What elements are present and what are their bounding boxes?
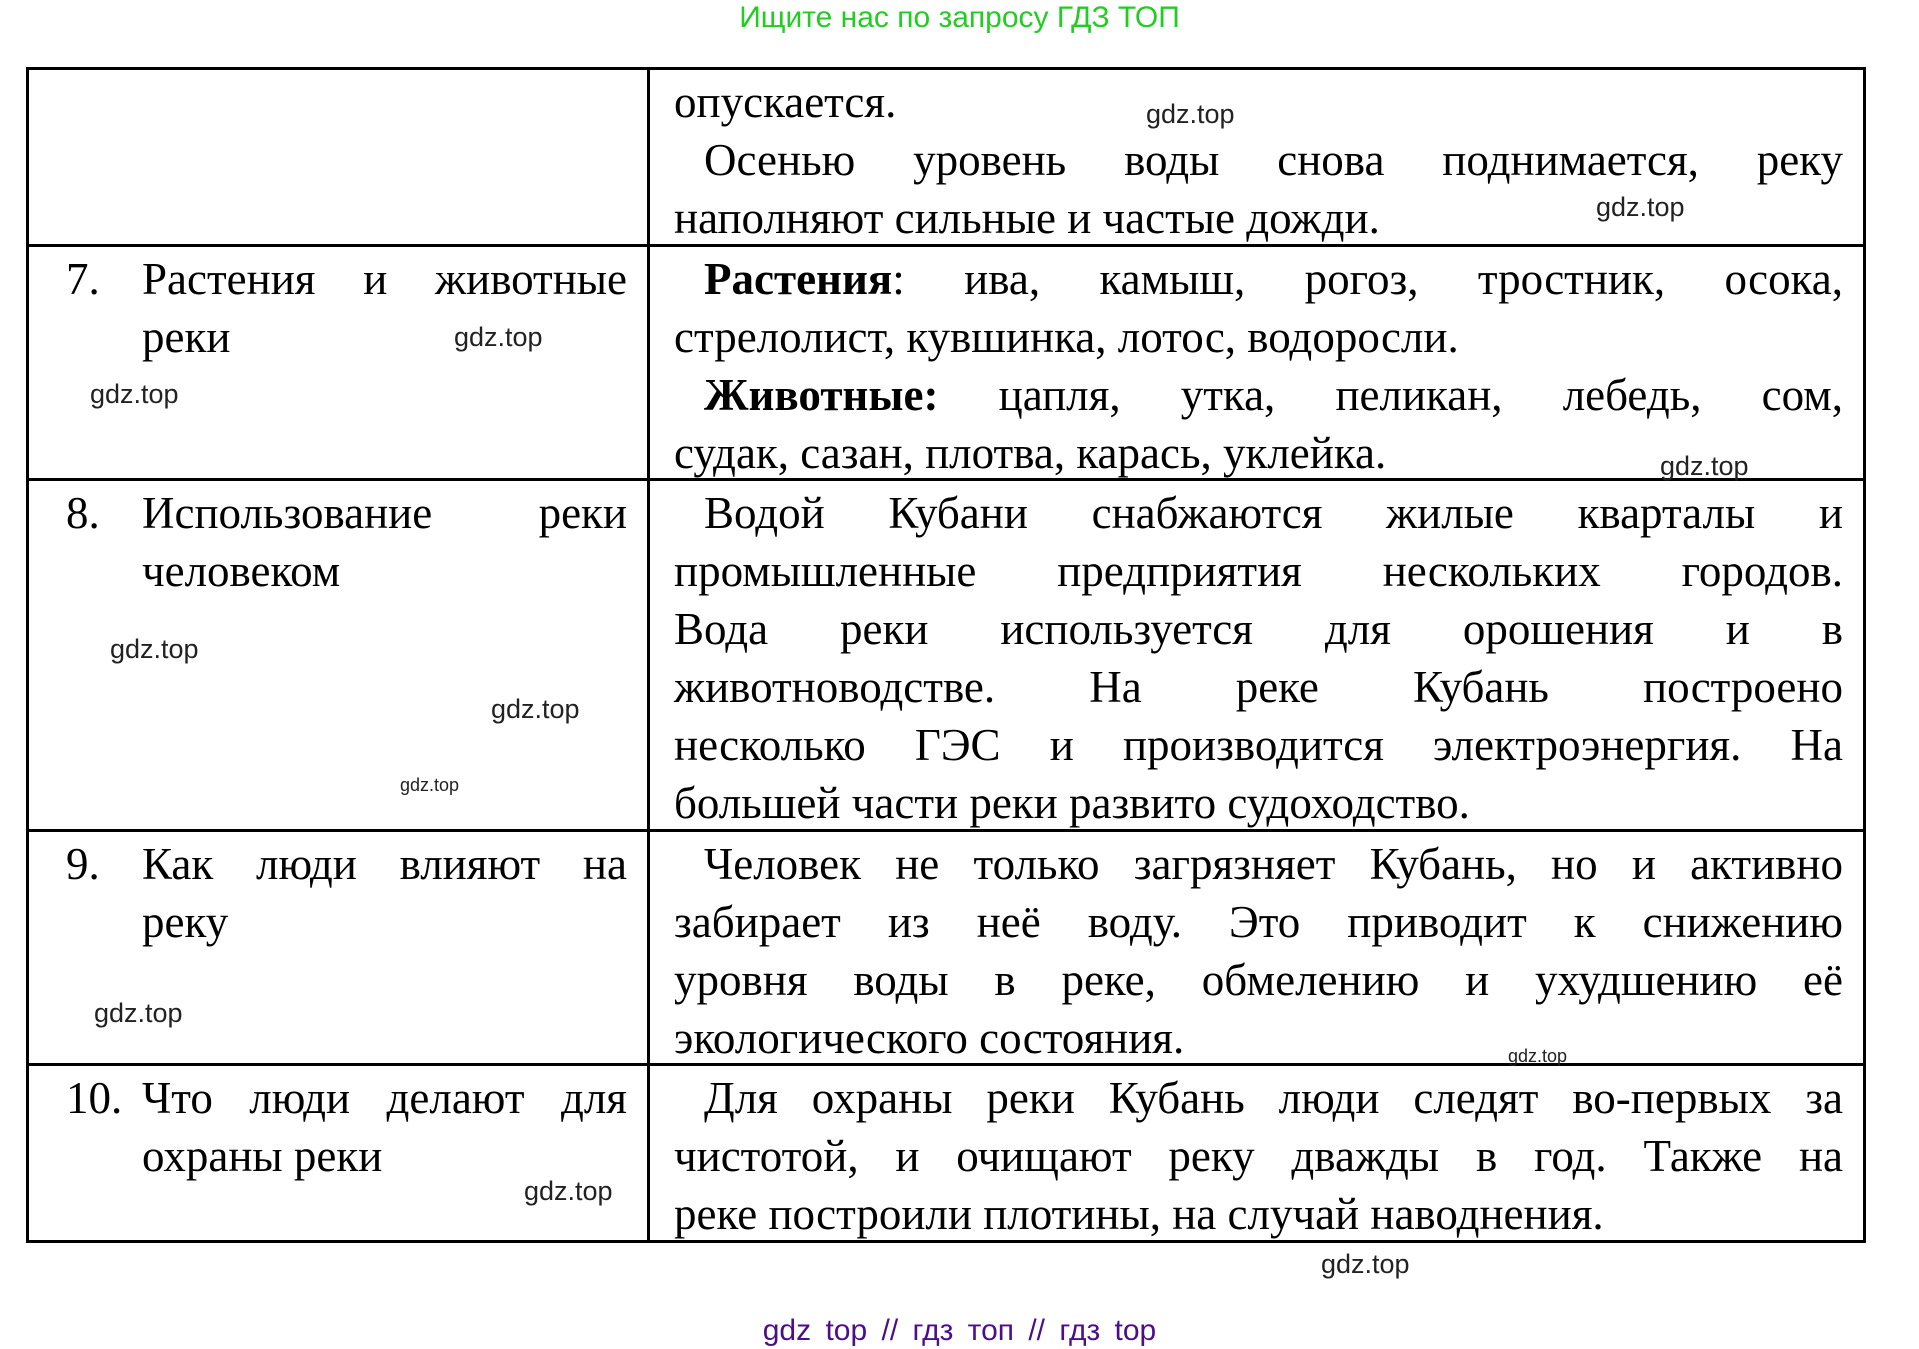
answer-line: Животные: цапля, утка, пеликан, лебедь, сом, bbox=[704, 370, 1843, 420]
answer-line: забирает из неё воду. Это приводит к снижению bbox=[674, 897, 1843, 947]
table-row bbox=[29, 478, 1863, 829]
watermark: gdz.top bbox=[491, 694, 580, 724]
answer-line: несколько ГЭС и производится электроэнергия. На bbox=[674, 720, 1843, 770]
answer-line: уровня воды в реке, обмелению и ухудшению её bbox=[674, 955, 1843, 1005]
answer-line: Водой Кубани снабжаются жилые кварталы и bbox=[704, 488, 1843, 538]
question-line: охраны реки bbox=[142, 1131, 383, 1181]
question-line: реки bbox=[142, 312, 231, 362]
watermark: gdz.top bbox=[400, 775, 460, 795]
question-number: 8. bbox=[66, 488, 100, 538]
answer-cell bbox=[650, 1066, 1863, 1240]
answer-line: наполняют сильные и частые дожди. bbox=[674, 193, 1380, 243]
answer-line: Осенью уровень воды снова поднимается, реку bbox=[704, 135, 1843, 185]
answer-line: Человек не только загрязняет Кубань, но и активно bbox=[704, 839, 1843, 889]
question-cell bbox=[29, 832, 650, 1063]
watermark: gdz.top bbox=[90, 379, 179, 409]
question-line: человеком bbox=[142, 546, 341, 596]
question-line: Что люди делают для bbox=[142, 1073, 627, 1123]
bold-term: Растения bbox=[704, 254, 893, 304]
question-line: Как люди влияют на bbox=[142, 839, 627, 889]
watermark: gdz.top bbox=[1508, 1046, 1568, 1066]
table-row bbox=[29, 829, 1863, 1063]
answer-line: стрелолист, кувшинка, лотос, водоросли. bbox=[674, 312, 1459, 362]
bold-term: Животные: bbox=[704, 370, 939, 420]
question-cell bbox=[29, 247, 650, 478]
answer-line: судак, сазан, плотва, карась, уклейка. bbox=[674, 428, 1387, 478]
question-number: 10. bbox=[66, 1073, 123, 1123]
watermark: gdz.top bbox=[1146, 99, 1235, 129]
question-line: Использование реки bbox=[142, 488, 627, 538]
question-number: 9. bbox=[66, 839, 100, 889]
answer-line: опускается. bbox=[674, 77, 897, 127]
answer-line: Растения: ива, камыш, рогоз, тростник, осока, bbox=[704, 254, 1843, 304]
answer-table bbox=[26, 67, 1866, 1243]
footer-links: gdz top // гдз топ // гдз top bbox=[762, 1314, 1157, 1347]
answer-cell bbox=[650, 247, 1863, 478]
answer-line: экологического состояния. bbox=[674, 1013, 1185, 1063]
question-line: Растения и животные bbox=[142, 254, 627, 304]
answer-line: промышленные предприятия нескольких городов. bbox=[674, 546, 1843, 596]
answer-line: животноводстве. На реке Кубань построено bbox=[674, 662, 1843, 712]
question-cell bbox=[29, 70, 650, 244]
watermark: gdz.top bbox=[524, 1176, 613, 1206]
answer-cell bbox=[650, 832, 1863, 1063]
answer-line: реке построили плотины, на случай наводнения. bbox=[674, 1189, 1604, 1239]
answer-line: Для охраны реки Кубань люди следят во-первых за bbox=[704, 1073, 1843, 1123]
question-number: 7. bbox=[66, 254, 100, 304]
table-row bbox=[29, 244, 1863, 478]
search-hint-banner: Ищите нас по запросу ГДЗ ТОП bbox=[739, 1, 1180, 34]
table-row bbox=[29, 70, 1863, 244]
question-cell bbox=[29, 1066, 650, 1240]
answer-cell bbox=[650, 481, 1863, 829]
answer-line: большей части реки развито судоходство. bbox=[674, 778, 1470, 828]
watermark: gdz.top bbox=[110, 634, 199, 664]
question-line: реку bbox=[142, 897, 229, 947]
answer-line: чистотой, и очищают реку дважды в год. Также на bbox=[674, 1131, 1843, 1181]
watermark: gdz.top bbox=[1660, 451, 1749, 481]
watermark: gdz.top bbox=[1321, 1249, 1410, 1279]
watermark: gdz.top bbox=[454, 322, 543, 352]
watermark: gdz.top bbox=[94, 998, 183, 1028]
answer-line: Вода реки используется для орошения и в bbox=[674, 604, 1843, 654]
watermark: gdz.top bbox=[1596, 192, 1685, 222]
table-row bbox=[29, 1063, 1863, 1240]
